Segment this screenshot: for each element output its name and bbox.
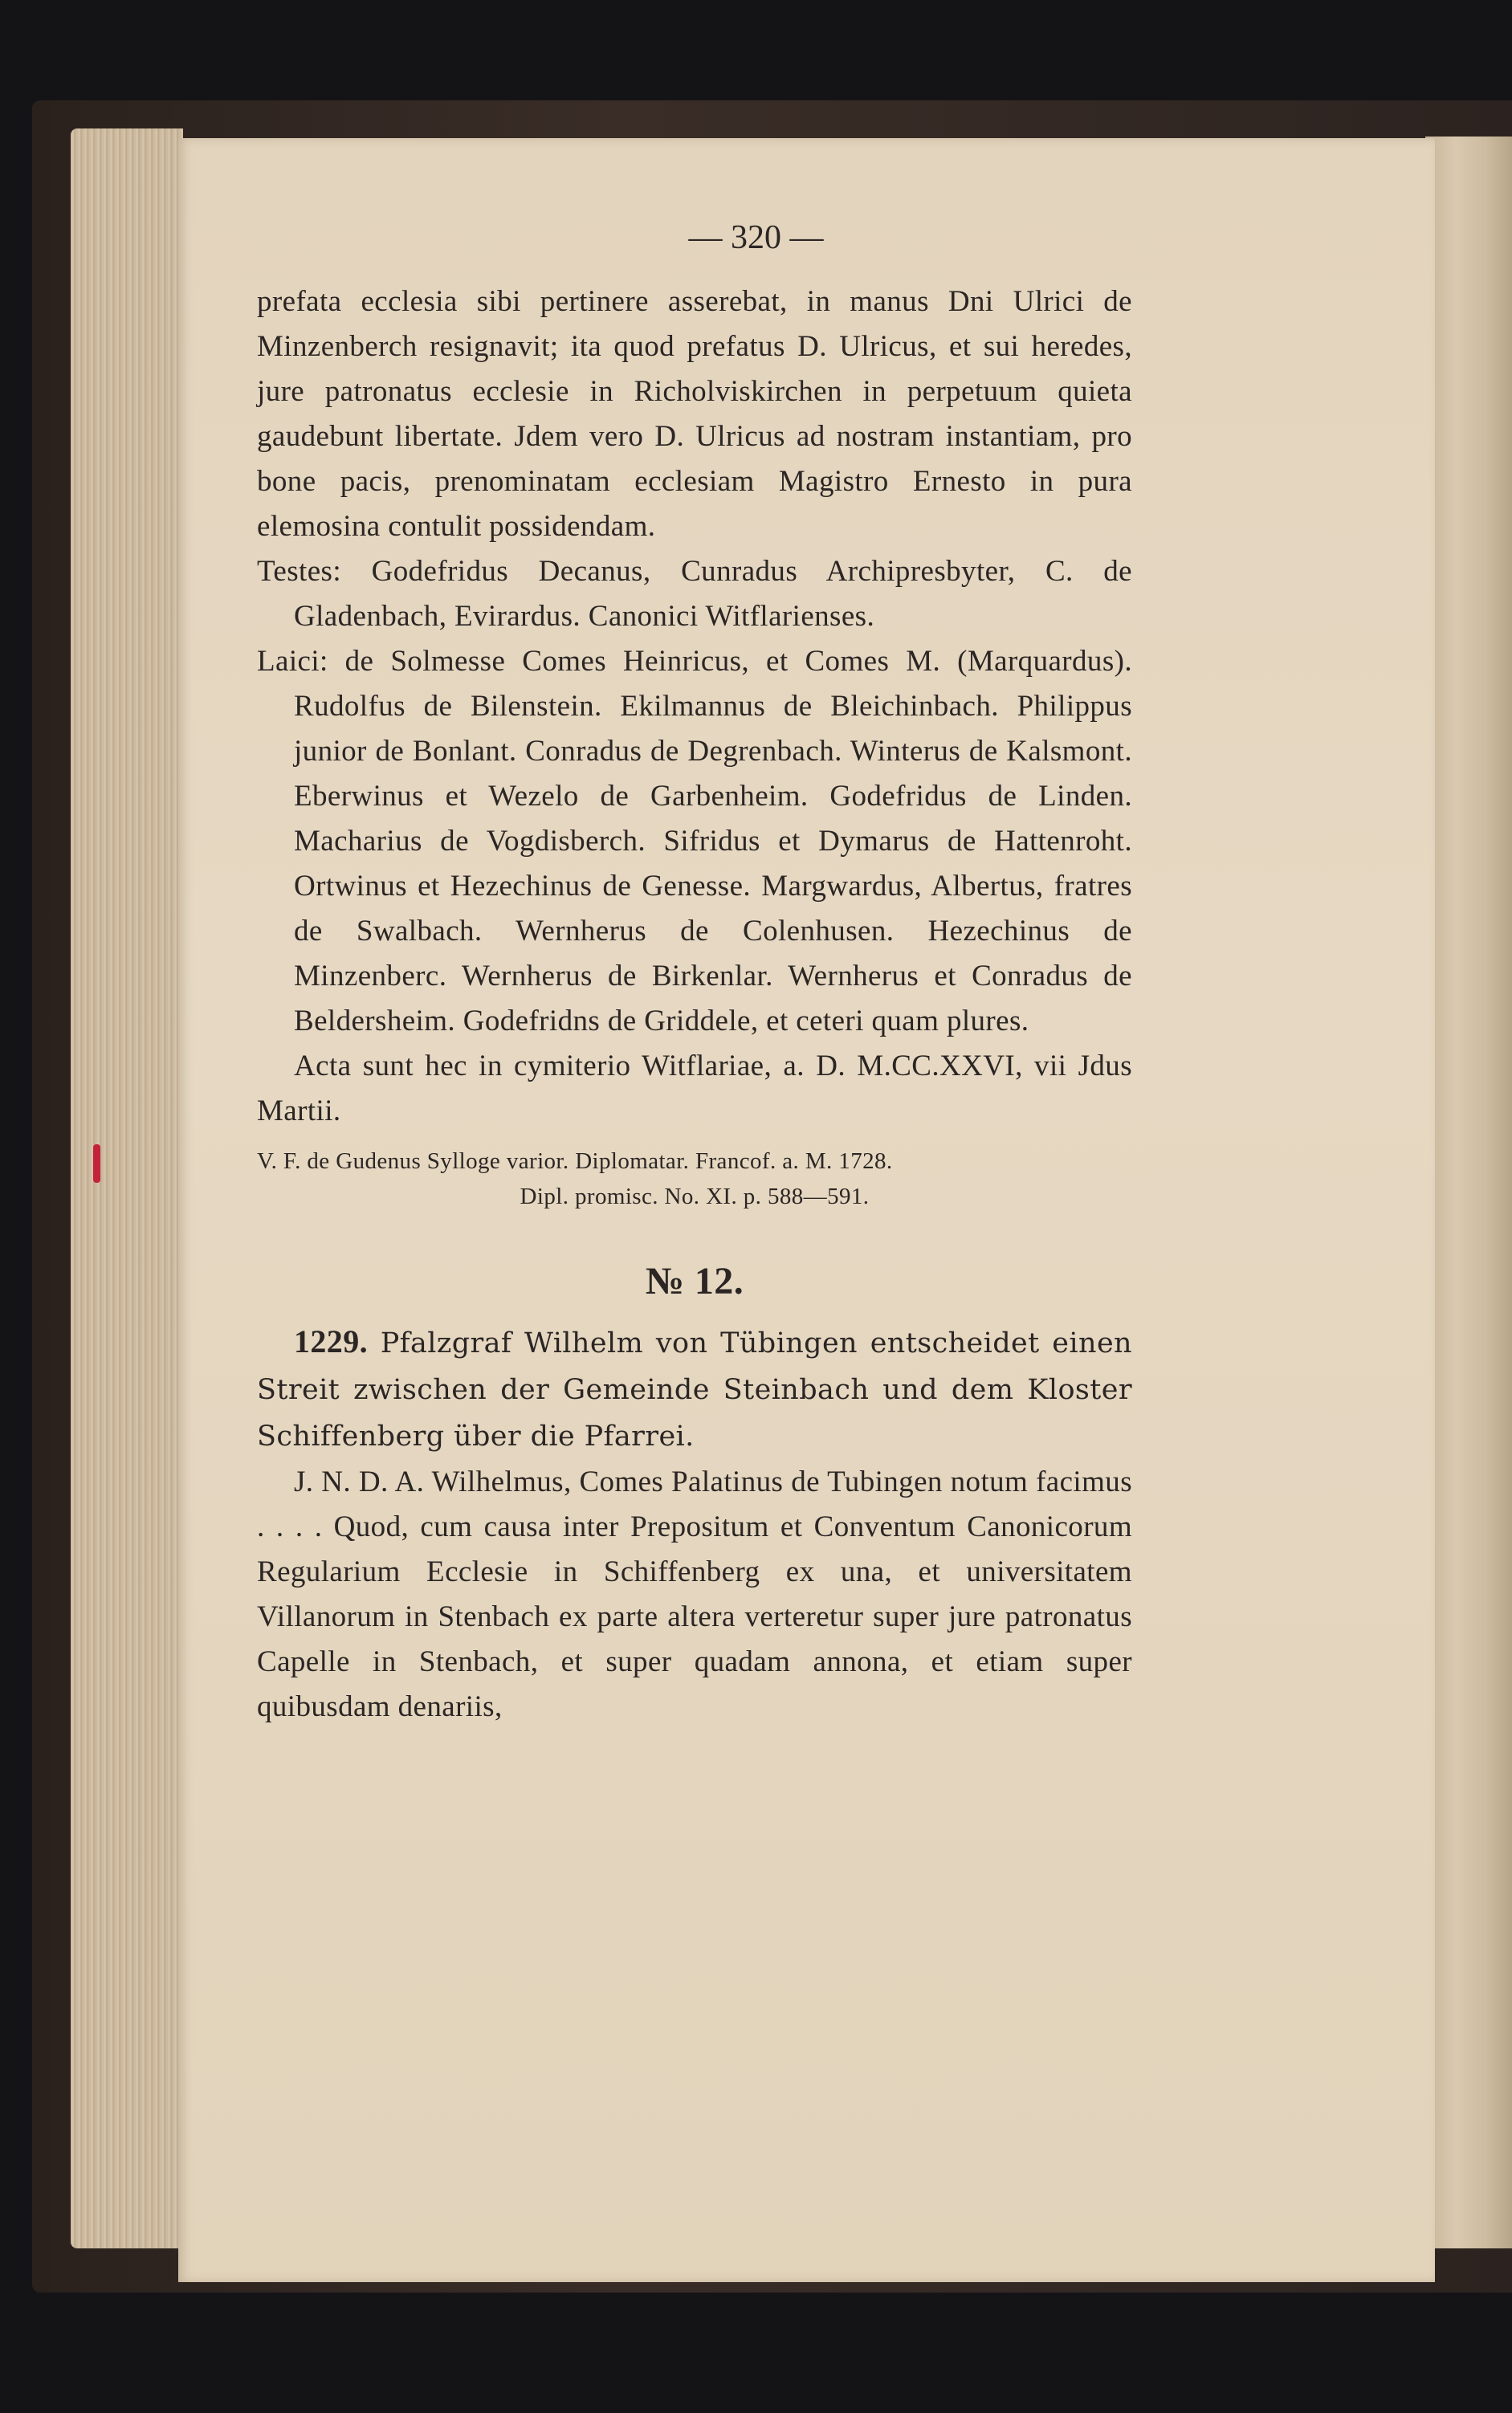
paragraph-testes: Testes: Godefridus Decanus, Cunradus Archipresbyter, C. de Gladenbach, Evirardus. Canonici Witflarienses. xyxy=(257,555,1132,633)
bookmark-ribbon xyxy=(93,1144,100,1183)
citation-line-1: V. F. de Gudenus Sylloge varior. Diplomatar. Francof. a. M. 1728. xyxy=(257,1148,893,1174)
paragraph-acta: Acta sunt hec in cymiterio Witflariae, a. D. M.CC.XXVI, vii Jdus Martii. xyxy=(257,1050,1132,1127)
page-edges-left xyxy=(71,128,183,2248)
document-number: № 12. xyxy=(645,1260,744,1302)
page-text xyxy=(257,279,1132,1730)
paragraph-laici: Laici: de Solmesse Comes Heinricus, et Comes M. (Marquardus). Rudolfus de Bilenstein. Ekilmannus de Bleichinbach. Philippus junior de Bonlant. Conradus de Degrenbach. Winterus de Kalsmont. Eberwinus et Wezelo de Garbenheim. Godefridus de Linden. Macharius de Vogdisberch. Sifridus et Dymarus de Hattenroht. Ortwinus et Hezechinus de Genesse. Margwardus, Albertus, fratres de Swalbach. Wernherus de Colenhusen. Hezechinus de Minzenberc. Wernherus de Birkenlar. Wernherus et Conradus de Beldersheim. Godefridns de Griddele, et ceteri quam plures. xyxy=(257,645,1132,1037)
page-number: — 320 — xyxy=(688,219,824,256)
paragraph-body: J. N. D. A. Wilhelmus, Comes Palatinus de Tubingen notum facimus . . . . Quod, cum causa inter Prepositum et Conventum Canonicorum Regularium Ecclesie in Schiffenberg ex una, et universitatem Villanorum in Stenbach ex parte altera verteretur super jure patronatus Capelle in Stenbach, et super quadam annona, et etiam super quibusdam denariis, xyxy=(257,1465,1132,1723)
paragraph-opening: prefata ecclesia sibi pertinere asserebat, in manus Dni Ulrici de Minzenberch resignavit; ita quod prefatus D. Ulricus, et sui heredes, jure patronatus ecclesie in Richolviskirchen in perpetuum quieta gaudebunt libertate. Jdem vero D. Ulricus ad nostram instantiam, pro bone pacis, prenominatam ecclesiam Magistro Ernesto in pura elemosina contulit possidendam. xyxy=(257,285,1132,543)
document-summary xyxy=(257,1319,1132,1460)
page-edges-right xyxy=(1425,137,1512,2248)
document-year: 1229. xyxy=(294,1323,368,1359)
summary-text: Pfalzgraf Wilhelm von Tübingen entscheidet einen Streit zwischen der Gemeinde Steinbach und dem Kloster Schiffenberg über die Pfarrei. xyxy=(257,1327,1132,1453)
citation-line-2: Dipl. promisc. No. XI. p. 588—591. xyxy=(520,1184,870,1209)
